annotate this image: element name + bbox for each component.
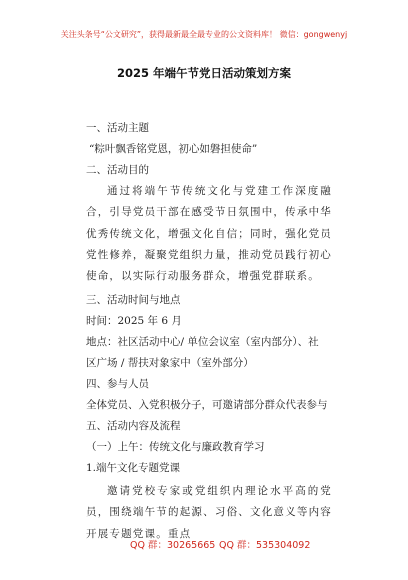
purpose-paragraph: 通过将端午节传统文化与党建工作深度融合，引导党员干部在感受节日氛围中，传承中华优秀传统文化，增强文化自信；同时，强化党员党性修养，凝聚党组织力量，推动党员践行初心使命，以实际行动服务群众，增强党群联系。: [86, 185, 332, 283]
section-heading-participants: 四、参与人员: [86, 378, 149, 390]
subsection-heading-morning: （一）上午：传统文化与廉政教育学习: [86, 441, 265, 453]
time-line: 时间：2025 年 6 月: [86, 315, 182, 327]
item-heading-lecture: 1.端午文化专题党课: [86, 462, 181, 474]
participants-line: 全体党员、入党积极分子，可邀请部分群众代表参与: [86, 399, 328, 411]
theme-text: “粽叶飘香铭党恩，初心如磐担使命”: [89, 143, 258, 155]
section-heading-theme: 一、活动主题: [86, 122, 149, 134]
document-title: 2025 年端午节党日活动策划方案: [116, 66, 291, 80]
section-heading-time-location: 三、活动时间与地点: [86, 294, 181, 306]
footer-qq-group-2: QQ 群：535304092: [219, 540, 311, 551]
lecture-paragraph: 邀请党校专家或党组织内理论水平高的党员，围绕端午节的起源、习俗、文化意义等内容开展专题党课。重点: [86, 485, 332, 540]
section-heading-content: 五、活动内容及流程: [86, 420, 181, 432]
footer-qq-group-1: QQ 群：30265665: [130, 540, 216, 551]
location-line-1: 地点：社区活动中心/ 单位会议室（室内部分）、社: [86, 336, 319, 348]
header-banner: 关注头条号“公文研究”，获得最新最全最专业的公文资料库！ 微信：gongwenyj: [60, 30, 348, 39]
section-heading-purpose: 二、活动目的: [86, 164, 149, 176]
location-line-2: 区广场 / 帮扶对象家中（室外部分）: [86, 357, 254, 369]
